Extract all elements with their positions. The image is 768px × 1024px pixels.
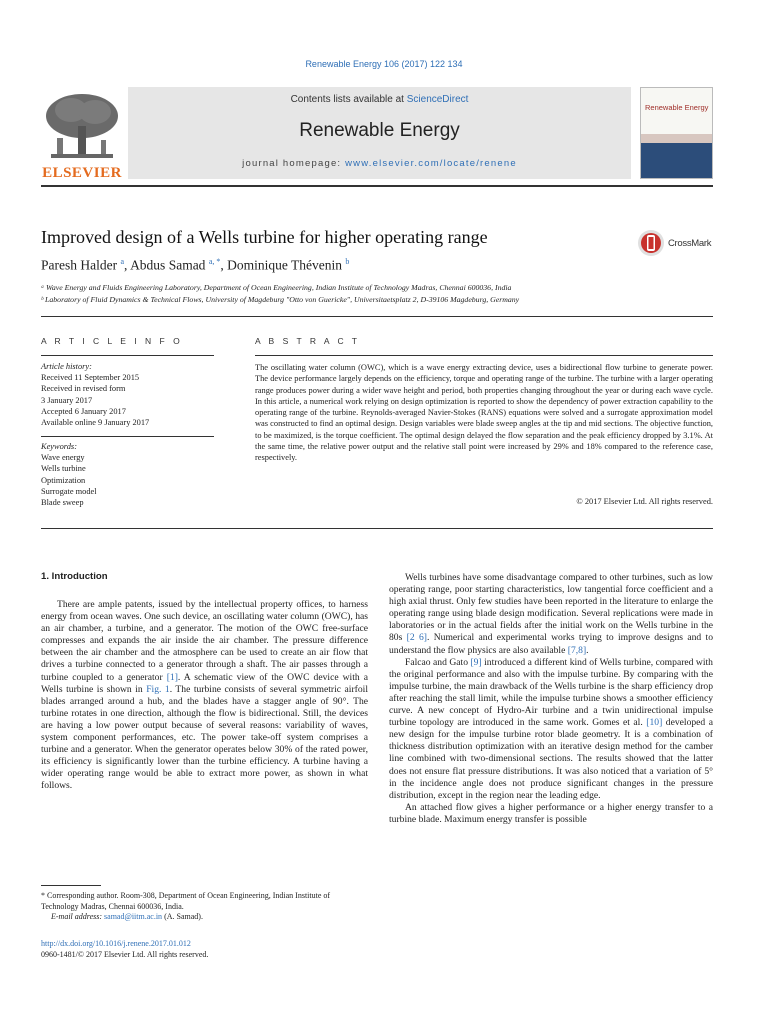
paragraph (389, 657, 713, 802)
reference-link[interactable]: [2 6] (406, 632, 427, 644)
reference-link[interactable]: [9] (470, 656, 482, 668)
history-item: Available online 9 January 2017 (41, 418, 150, 428)
keyword-item: Surrogate model (41, 486, 97, 496)
doi-link[interactable]: http://dx.doi.org/10.1016/j.renene.2017.01.012 (41, 939, 191, 948)
history-item: Received 11 September 2015 (41, 373, 140, 383)
text-run: . A schematic view of the OWC device with a Wells turbine is shown in (41, 671, 368, 695)
cover-image (641, 143, 712, 178)
figure-link[interactable]: Fig. 1 (146, 683, 170, 695)
section-heading-introduction: 1. Introduction (41, 571, 108, 582)
keywords-rule (41, 436, 214, 437)
history-item: Received in revised form (41, 384, 126, 394)
text-run: introduced a different kind of Wells turbine, compared with the original performance and also with the impulse turbine. By comparing with the impulse turbine, the main drawback of the Wells turbine is the sharp efficiency drop after reaching the stall limit, while the impulse turbine shows a smoother efficiency curve. A new concept of Hydro-Air turbine and a twin unidirectional impulse turbine topology are introduced in the same work. Gomes et al. (389, 656, 713, 729)
text-run: . Numerical and experimental works trying to improve designs and to understand the flow physics are also available (389, 632, 714, 656)
cover-title: Renewable Energy (645, 103, 709, 112)
email-line (41, 912, 368, 923)
keyword-item: Wells turbine (41, 464, 86, 474)
homepage-prefix: journal homepage: (242, 158, 346, 169)
journal-banner (128, 87, 631, 179)
crossmark-badge[interactable] (637, 229, 717, 259)
keywords-list (41, 441, 214, 508)
affiliation-b: ᵇ Laboratory of Fluid Dynamics & Technical Flows, University of Magdeburg "Otto von Guericke", Universitaetsplatz 2, D-39106 Magdeburg, Germany (41, 295, 520, 304)
history-label: Article history: (41, 362, 92, 371)
email-link[interactable]: samad@iitm.ac.in (104, 912, 163, 921)
contents-available-line (128, 94, 631, 105)
homepage-link[interactable]: www.elsevier.com/locate/renene (345, 158, 517, 169)
body-column-right (389, 572, 713, 826)
journal-title: Renewable Energy (299, 120, 460, 141)
keywords-label: Keywords: (41, 442, 77, 451)
elsevier-wordmark: ELSEVIER (42, 165, 122, 181)
text-run: developed a new design for the impulse turbine rotor blade geometry. It is a combination of thickness distribution optimization with an iterative design method for the camber line combined with two-dimensional sections. The results showed that the latter does not ensure flat pressure distributions. It was also noticed that a variation of 5° in the incidence angle does not produce significant changes in the pressure distribution, except in the region near the leading edge. (389, 717, 714, 801)
email-suffix: (A. Samad). (162, 912, 203, 921)
text-run: There are ample patents, issued by the intellectual property offices, to harness energy from ocean waves. One such device, an oscillating water column (OWC), has an air chamber, a turbine, and a generator. The motion of the OWC free-surface compresses and expands the air inside the air chamber. The pressure difference between the air chamber and the atmosphere can be used to create an air flow that drives a turbine connected to a generator through a shaft. The air passes through a turbine coupled to a generator (41, 599, 368, 683)
body-divider (41, 528, 713, 529)
reference-link[interactable]: [7,8] (567, 644, 587, 656)
reference-link[interactable]: [1] (166, 671, 178, 683)
body-column-left (41, 599, 368, 793)
journal-cover-thumbnail[interactable] (640, 87, 713, 179)
keyword-item: Wave energy (41, 453, 85, 463)
author-affiliation-marker[interactable]: a, * (208, 257, 221, 266)
abstract-copyright: © 2017 Elsevier Ltd. All rights reserved. (576, 497, 713, 506)
author-affiliation-marker[interactable]: b (345, 257, 350, 266)
author-list: Paresh Halder $^a$, Abdus Samad $^{a, *}$, Dominique Thévenin $^b$ (41, 257, 350, 273)
reference-link[interactable]: [10] (646, 717, 663, 729)
text-run: Falcao and Gato (405, 656, 471, 668)
author-name[interactable]: Paresh Halder (41, 257, 118, 273)
abstract-rule (255, 355, 713, 356)
crossmark-label: CrossMark (668, 238, 712, 249)
tree-logo-icon (41, 90, 123, 164)
elsevier-logo[interactable] (41, 90, 123, 182)
history-item: 3 January 2017 (41, 395, 93, 405)
article-info-rule (41, 355, 214, 356)
author-name[interactable]: Dominique Thévenin (227, 257, 342, 273)
corresponding-author-footnote (41, 891, 368, 923)
article-title: Improved design of a Wells turbine for higher operating range (41, 227, 488, 247)
text-run: . The turbine consists of several symmetric airfoil blades arranged around a hub, and the blades have a stagger angle of 90°. The turbine rotates in one direction, although the flow is bidirectional. Still, the devices are having a low power output because of several reasons: variability of waves, system component performances, etc. The power take-off system comprises a turbine and a generator. When the generator operates below 30% of the rated power, its efficiency is significantly lower than the turbine efficiency. A turbine having a wider operating range would be able to extract more power, as shown in what follows. (41, 683, 368, 792)
doi-block (41, 938, 208, 960)
contents-prefix: Contents lists available at (290, 94, 407, 105)
cover-band (641, 134, 712, 143)
paragraph (41, 599, 368, 793)
keyword-item: Optimization (41, 475, 86, 485)
keyword-item: Blade sweep (41, 498, 84, 508)
author-name[interactable]: Abdus Samad (130, 257, 206, 273)
journal-citation[interactable]: Renewable Energy 106 (2017) 122 134 (305, 59, 463, 69)
paragraph (389, 572, 713, 657)
sciencedirect-link[interactable]: ScienceDirect (406, 94, 469, 105)
affiliation-a: ᵃ Wave Energy and Fluids Engineering Laboratory, Department of Ocean Engineering, Indian Institute of Technology Madras, Chennai 600036, India (41, 283, 512, 292)
article-info-heading: A R T I C L E I N F O (41, 336, 183, 346)
author-affiliation-marker[interactable]: a (120, 257, 125, 266)
section-divider (41, 316, 713, 317)
footnote-rule (41, 885, 101, 886)
history-item: Accepted 6 January 2017 (41, 406, 126, 416)
abstract-heading: A B S T R A C T (255, 336, 361, 346)
abstract-text: The oscillating water column (OWC), which is a wave energy extracting device, uses a bidirectional flow turbine to generate power. The device performance largely depends on the efficiency, torque and operating range of the turbine. The turbine with a larger operating range produces power during a wider wave height and period, both properties changing throughout the year or during each wave cycle. In this article, a numerical work relying on design optimization is reported to show the dependency of power extraction capability to the operating range of the turbine. Reynolds-averaged Navier-Stokes (RANS) equations were solved and a surrogate approximation model was constructed to find an optimal design. Design variables were blade sweep angles at the tip and mid sections. The objective function, to be maximized, is the torque coefficient. The optimal design delayed the flow separation and the peak efficiency dropped by 3.1%. At the same time, the relative power output and the relative stall point were increased by 29% and 18% compared to the reference case, respectively. (255, 363, 713, 463)
header-divider (41, 185, 713, 187)
crossmark-icon (637, 229, 665, 257)
text-run: Wells turbines have some disadvantage compared to other turbines, such as low operating range, poor starting characteristics, low tangential force coefficient and a high axial thrust. Only few studies have been reported in the literature to enlarge the operating range using blade design modification. Several replications were made in laboratories or in the actual fields after the initial work on the Wells turbine in the 80s (389, 572, 713, 644)
journal-homepage (128, 158, 631, 169)
article-history (41, 361, 214, 428)
paragraph: An attached flow gives a higher performance or a higher energy transfer to a turbine blade. Maximum energy transfer is possible (389, 801, 713, 825)
text-run: . (586, 644, 589, 656)
email-label: E-mail address: (51, 912, 105, 921)
issn-line: 0960-1481/© 2017 Elsevier Ltd. All rights reserved. (41, 950, 209, 959)
footnote-text: * Corresponding author. Room-308, Department of Ocean Engineering, Indian Institute of Technology Madras, Chennai 600036, India. (41, 891, 331, 911)
